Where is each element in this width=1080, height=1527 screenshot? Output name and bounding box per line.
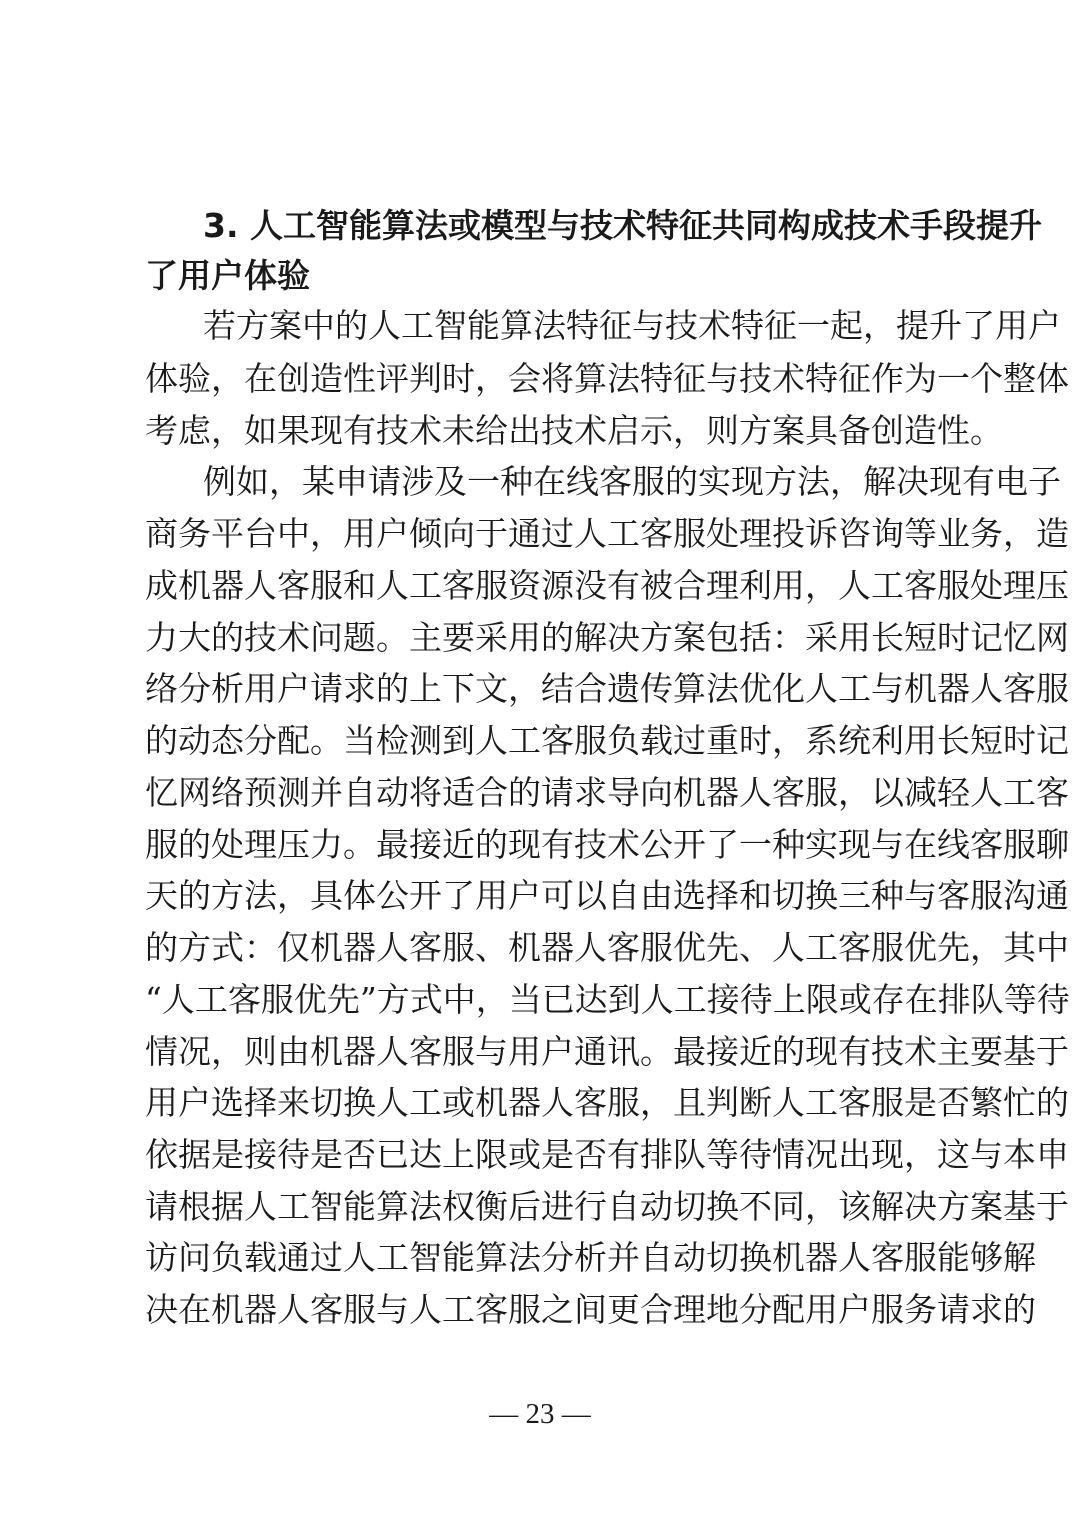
paragraph-text: 商务平台中，用户倾向于通过人工客服处理投诉咨询等业务，造: [145, 514, 1069, 553]
paragraph-text: 请根据人工智能算法权衡后进行自动切换不同，该解决方案基于: [145, 1187, 1069, 1226]
paragraph-line: [0, 819, 1080, 871]
section-heading-text: 了用户体验: [145, 256, 310, 295]
paragraph-text: 忆网络预测并自动将适合的请求导向机器人客服，以减轻人工客: [145, 773, 1069, 812]
paragraph-text: 成机器人客服和人工客服资源没有被合理利用，人工客服处理压: [145, 566, 1069, 605]
paragraph-line: [0, 1129, 1080, 1181]
paragraph-line: [0, 612, 1080, 664]
paragraph-text: 用户选择来切换人工或机器人客服，且判断人工客服是否繁忙的: [145, 1083, 1069, 1122]
paragraph-line: [0, 456, 1080, 508]
paragraph-text: 若方案中的人工智能算法特征与技术特征一起，提升了用户: [203, 306, 1061, 345]
paragraph-line: [0, 663, 1080, 715]
section-heading-line-1: [0, 200, 1080, 252]
paragraph-line: [0, 974, 1080, 1026]
paragraph-line: [0, 353, 1080, 405]
paragraph-text: 的动态分配。当检测到人工客服负载过重时，系统利用长短时记: [145, 721, 1069, 760]
paragraph-text: 体验，在创造性评判时，会将算法特征与技术特征作为一个整体: [145, 359, 1069, 398]
paragraph-text: 依据是接待是否已达上限或是否有排队等待情况出现，这与本申: [145, 1135, 1069, 1174]
paragraph-line: [0, 405, 1080, 457]
paragraph-line: [0, 1026, 1080, 1078]
paragraph-line: [0, 767, 1080, 819]
paragraph-text: 的方式：仅机器人客服、机器人客服优先、人工客服优先，其中: [145, 928, 1069, 967]
paragraph-text: 例如，某申请涉及一种在线客服的实现方法，解决现有电子: [203, 462, 1061, 501]
paragraph-line: [0, 508, 1080, 560]
paragraph-text: 天的方法，具体公开了用户可以自由选择和切换三种与客服沟通: [145, 876, 1069, 915]
paragraph-line: [0, 300, 1080, 352]
paragraph-line: [0, 870, 1080, 922]
paragraph-text: “人工客服优先”方式中，当已达到人工接待上限或存在排队等待: [145, 980, 1070, 1019]
paragraph-text: 服的处理压力。最接近的现有技术公开了一种实现与在线客服聊: [145, 825, 1069, 864]
paragraph-text: 决在机器人客服与人工客服之间更合理地分配用户服务请求的: [145, 1290, 1036, 1329]
section-heading-text: 3. 人工智能算法或模型与技术特征共同构成技术手段提升: [203, 206, 1042, 245]
paragraph-line: [0, 922, 1080, 974]
paragraph-line: [0, 1232, 1080, 1284]
paragraph-line: [0, 560, 1080, 612]
paragraph-text: 考虑，如果现有技术未给出技术启示，则方案具备创造性。: [145, 411, 1003, 450]
paragraph-text: 力大的技术问题。主要采用的解决方案包括：采用长短时记忆网: [145, 618, 1069, 657]
paragraph-line: [0, 1181, 1080, 1233]
paragraph-line: [0, 1284, 1080, 1336]
paragraph-line: [0, 715, 1080, 767]
section-heading-line-2: [0, 250, 1080, 302]
paragraph-text: 情况，则由机器人客服与用户通讯。最接近的现有技术主要基于: [145, 1032, 1069, 1071]
page-number: — 23 —: [489, 1398, 591, 1430]
paragraph-text: 络分析用户请求的上下文，结合遗传算法优化人工与机器人客服: [145, 669, 1069, 708]
paragraph-text: 访问负载通过人工智能算法分析并自动切换机器人客服能够解: [145, 1238, 1036, 1277]
paragraph-line: [0, 1077, 1080, 1129]
